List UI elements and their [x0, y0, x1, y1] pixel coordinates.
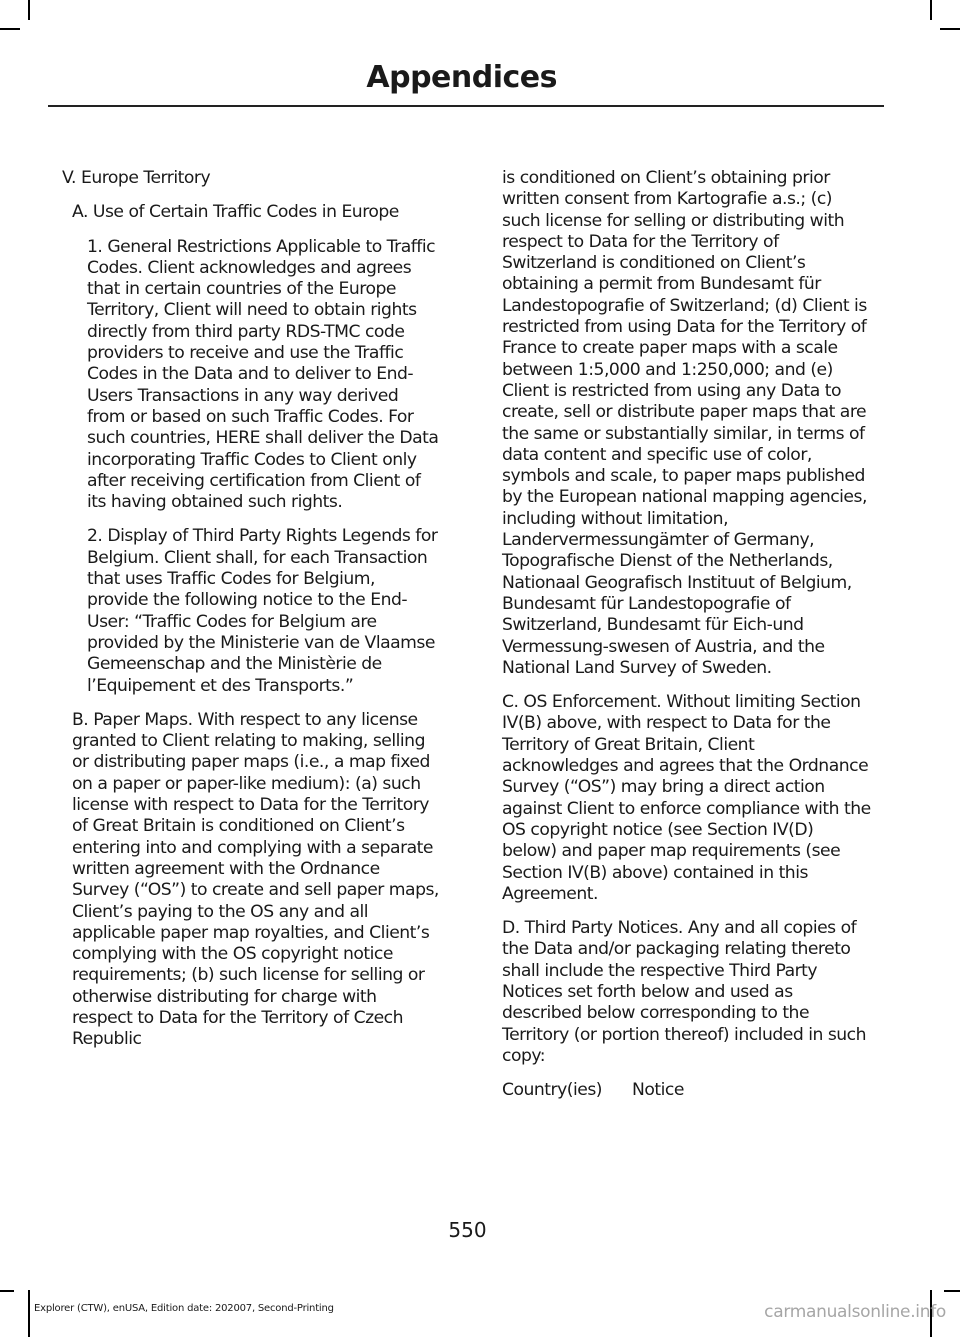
- table-header-notice: Notice: [632, 1080, 684, 1101]
- page-number: 550: [448, 1218, 487, 1242]
- table-header-countries: Country(ies): [502, 1080, 602, 1101]
- section-v-heading: V. Europe Territory: [62, 168, 211, 188]
- section-a2-paragraph: 2. Display of Third Party Rights Legends for Belgium. Client shall, for each Transaction that uses Traffic Codes for Belgium, provide the following notice to the End-User: “Traffic Codes for Belgium are provided by the Ministerie van de Vlaamse Gemeenschap and the Ministèrie de l’Equipement et des Transports.”: [87, 526, 438, 696]
- watermark: carmanualsonline.info: [764, 1302, 946, 1322]
- page-title: Appendices: [366, 60, 557, 95]
- left-column: [62, 168, 440, 1064]
- section-b-continued-paragraph: is conditioned on Client’s obtaining prior written consent from Kartografie a.s.; (c) such license for selling or distributing with respect to Data for the Territory of Switzerland is conditioned on Client’s obtaining a permit from Bundesamt für Landestopografie of Switzerland; (d) Client is restricted from using Data for the Territory of France to create paper maps with a scale between 1:5,000 and 1:250,000; and (e) Client is restricted from using any Data to create, sell or distribute paper maps that are the same or substantially similar, in terms of data content and specific use of color, symbols and scale, to paper maps published by the European national mapping agencies, including without limitation, Landervermessungämter of Germany, Topografische Dienst of the Netherlands, Nationaal Geografisch Instituut of Belgium, Bundesamt für Landestopografie of Switzerland, Bundesamt für Eich-und Vermessung-swesen of Austria, and the National Land Survey of Sweden.: [502, 168, 867, 678]
- section-c-paragraph: C. OS Enforcement. Without limiting Section IV(B) above, with respect to Data for the Territory of Great Britain, Client acknowledges and agrees that the Ordnance Survey (“OS”) may bring a direct action against Client to enforce compliance with the OS copyright notice (see Section IV(D) below) and paper map requirements (see Section IV(B) above) contained in this Agreement.: [502, 692, 871, 904]
- notices-table-header: [502, 1080, 872, 1101]
- right-column: [502, 168, 872, 1114]
- crop-mark-top-right: [930, 0, 932, 20]
- footer-edition-info: Explorer (CTW), enUSA, Edition date: 202007, Second-Printing: [34, 1303, 334, 1314]
- crop-mark-top-right-h: [940, 28, 960, 30]
- header-divider: [48, 105, 884, 107]
- crop-mark-bottom-right-h: [944, 1290, 960, 1292]
- section-a-heading: A. Use of Certain Traffic Codes in Europe: [72, 202, 399, 223]
- crop-mark-top-left: [28, 0, 30, 20]
- crop-mark-top-left-h: [0, 28, 20, 30]
- crop-mark-bottom-left-h: [0, 1290, 14, 1292]
- crop-mark-bottom-left: [28, 1290, 30, 1337]
- section-d-paragraph: D. Third Party Notices. Any and all copies of the Data and/or packaging relating thereto shall include the respective Third Party Notices set forth below and used as described below corresponding to the Territory (or portion thereof) included in such copy:: [502, 918, 867, 1066]
- section-a1-paragraph: 1. General Restrictions Applicable to Traffic Codes. Client acknowledges and agrees that in certain countries of the Europe Territory, Client will need to obtain rights directly from third party RDS-TMC code providers to receive and use the Traffic Codes in the Data and to deliver to End-Users Transactions in any way derived from or based on such Traffic Codes. For such countries, HERE shall deliver the Data incorporating Traffic Codes to Client only after receiving certification from Client of its having obtained such rights.: [87, 236, 439, 513]
- section-b-paragraph: B. Paper Maps. With respect to any license granted to Client relating to making, selling or distributing paper maps (i.e., a map fixed on a paper or paper-like medium): (a) such license with respect to Data for the Territory of Great Britain is conditioned on Client’s entering into and complying with a separate written agreement with the Ordnance Survey (“OS”) to create and sell paper maps, Client’s paying to the OS any and all applicable paper map royalties, and Client’s complying with the OS copyright notice requirements; (b) such license for selling or otherwise distributing for charge with respect to Data for the Territory of Czech Republic: [72, 709, 439, 1050]
